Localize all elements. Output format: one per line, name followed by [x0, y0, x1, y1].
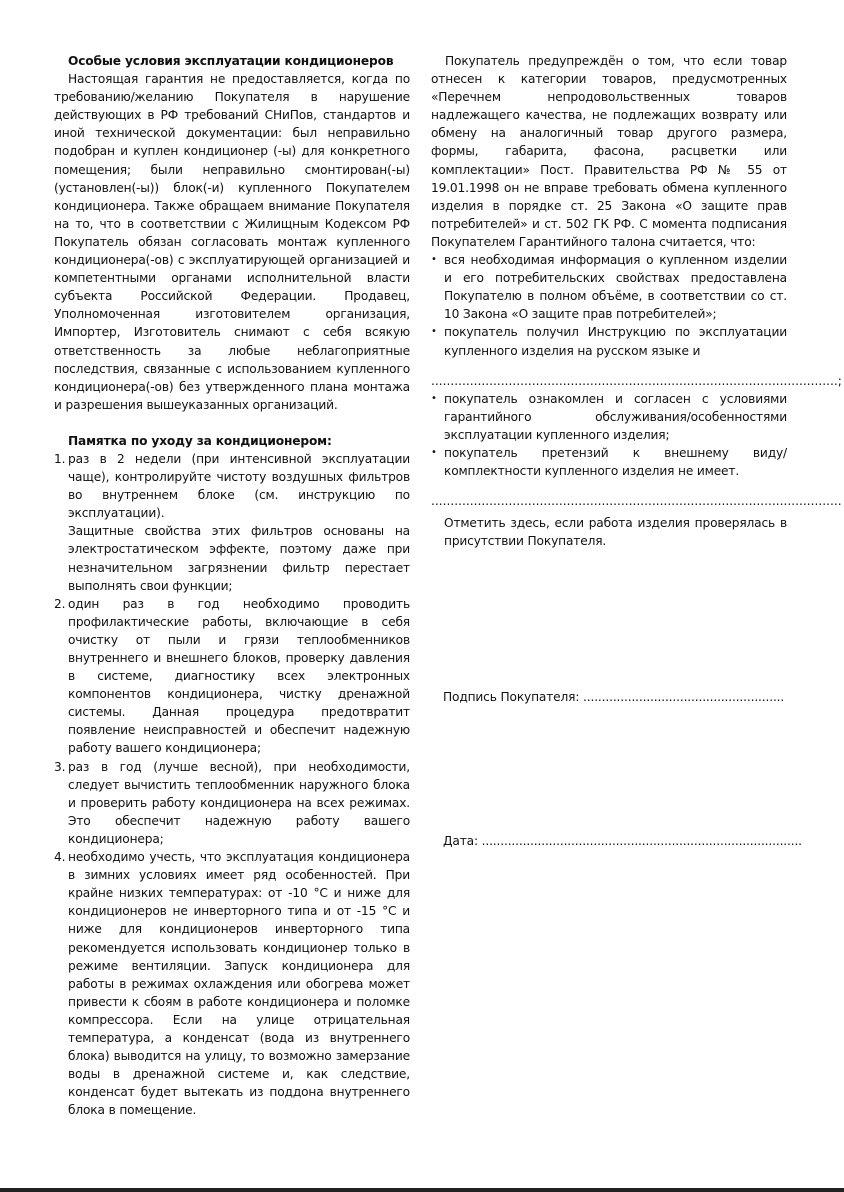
buyer-warning-paragraph: Покупатель предупреждён о том, что если товар отнесен к категории товаров, предусмотренных «Перечнем непродовольственных товаров надлежащего качества, не подлежащих возврату или обмену на аналогичный товар другого размера, формы, габарита, фасона, расцветки или комплектации» Пост. Правительства РФ № 55 от 19.01.1998 он не вправе требовать обмена купленного изделия в порядке ст. 25 Закона «О защите прав потребителей» и ст. 502 ГК РФ. С момента подписания Покупателем Гарантийного талона считается, что:: [431, 54, 787, 249]
buyer-signature-field[interactable]: Подпись Покупателя: ......................................................: [443, 690, 785, 704]
care-memo-heading: Памятка по уходу за кондиционером:: [68, 433, 332, 448]
care-item-text: раз в год (лучше весной), при необходимости, следует вычистить теплообменник наружного блока и проверить работу кондиционера на всех режимах. Это обеспечит надежную работу вашего кондиционера;: [68, 759, 410, 846]
bullet-text: покупатель ознакомлен и согласен с условиями гарантийного обслуживания/особенностями эксплуатации купленного изделия;: [444, 391, 787, 442]
care-list: [54, 450, 410, 1119]
blank-fill-line[interactable]: ..........................................................................................................: [431, 494, 842, 509]
checked-in-presence-note: Отметить здесь, если работа изделия проверялась в присутствии Покупателя.: [444, 516, 787, 549]
operating-conditions-heading: Особые условия эксплуатации кондиционеров: [68, 54, 394, 68]
bullet-text: вся необходимая информация о купленном изделии и его потребительских свойствах предоставлена Покупателю в полном объёме, в соответствии со ст. 10 Закона «О защите прав потребителей»;: [444, 253, 787, 322]
care-item-number: 1.: [54, 451, 66, 466]
bullet-icon: •: [431, 326, 437, 338]
bullet-icon: •: [431, 392, 437, 404]
bullet-icon: •: [431, 254, 437, 266]
bullet-icon: •: [431, 446, 437, 458]
care-item-note: Защитные свойства этих фильтров основаны на электростатическом эффекте, поэтому даже при незначительном загрязнении фильтр перестает выполнять свои функции;: [68, 524, 410, 593]
care-item-3: [54, 758, 410, 848]
care-item-text: необходимо учесть, что эксплуатация кондиционера в зимних условиях имеет ряд особенностей. При крайне низких температурах: от -10 °С и ниже для кондиционеров не инверторного типа и от -15 °С и ниже для кондиционеров инверторного типа рекомендуется использовать кондиционер только в режиме вентиляции. Запуск кондиционера для работы в режимах охлаждения или обогрева может привести к сбоям в работе кондиционера и поломке компрессора. Если на улице отрицательная температура, а конденсат (вода из внутреннего блока) выводится на улицу, то возможно замерзание воды в дренажной системе и, как следствие, конденсат будет вытекать из поддона внутреннего блока в помещение.: [68, 850, 410, 1118]
care-item-number: 3.: [54, 759, 66, 774]
acknowledgement-list-b: [431, 390, 787, 480]
bullet-item: [431, 251, 787, 323]
bullet-text: покупатель претензий к внешнему виду/комплектности купленного изделия не имеет.: [444, 445, 787, 479]
bullet-item: [431, 444, 787, 480]
acknowledgement-list-a: [431, 251, 787, 360]
care-item-1: [54, 450, 410, 595]
care-item-text: раз в 2 недели (при интенсивной эксплуатации чаще), контролируйте чистоту воздушных фильтров во внутреннем блоке (см. инструкцию по эксплуатации).: [68, 451, 410, 521]
warranty-conditions-paragraph: Настоящая гарантия не предоставляется, когда по требованию/желанию Покупателя в нарушение действующих в РФ требований СНиПов, стандартов и иной технической документации: был неправильно подобран и куплен кондиционер (-ы) для конкретного помещения; были неправильно смонтирован(-ы) (установлен(-ы)) блок(-и) купленного Покупателем кондиционера. Также обращаем внимание Покупателя на то, что в соответствии с Жилищным Кодексом РФ Покупатель обязан согласовать монтаж купленного кондиционера(-ов) с эксплуатирующей организацией и компетентными органами исполнительной власти субъекта Российской Федерации. Продавец, Уполномоченная изготовителем организация, Импортер, Изготовитель снимают с себя всякую ответственность за любые неблагоприятные последствия, связанные с использованием купленного кондиционера(-ов) без утвержденного плана монтажа и разрешения вышеуказанных организаций.: [54, 72, 410, 412]
date-field[interactable]: Дата: ......................................................................................: [443, 834, 802, 848]
care-item-number: 4.: [54, 850, 66, 865]
right-column: [431, 52, 842, 550]
bullet-text: покупатель получил Инструкцию по эксплуатации купленного изделия на русском языке и: [444, 325, 787, 358]
care-item-2: [54, 595, 410, 758]
care-item-4: [54, 848, 410, 1119]
bullet-item: [431, 390, 787, 444]
page-bottom-edge: [0, 1188, 844, 1192]
left-column: [54, 52, 410, 1119]
bullet-item: [431, 323, 787, 359]
instruction-fill-line[interactable]: .........................................................................................................;: [431, 373, 842, 388]
care-item-text: один раз в год необходимо проводить профилактические работы, включающие в себя очистку от пыли и грязи теплообменников внутреннего и внешнего блоков, проверку давления в системе, диагностику всех электронных компонентов кондиционера, чистку дренажной системы. Данная процедура предотвратит появление неисправностей и обеспечит надежную работу вашего кондиционера;: [68, 596, 410, 756]
care-item-number: 2.: [54, 596, 66, 611]
